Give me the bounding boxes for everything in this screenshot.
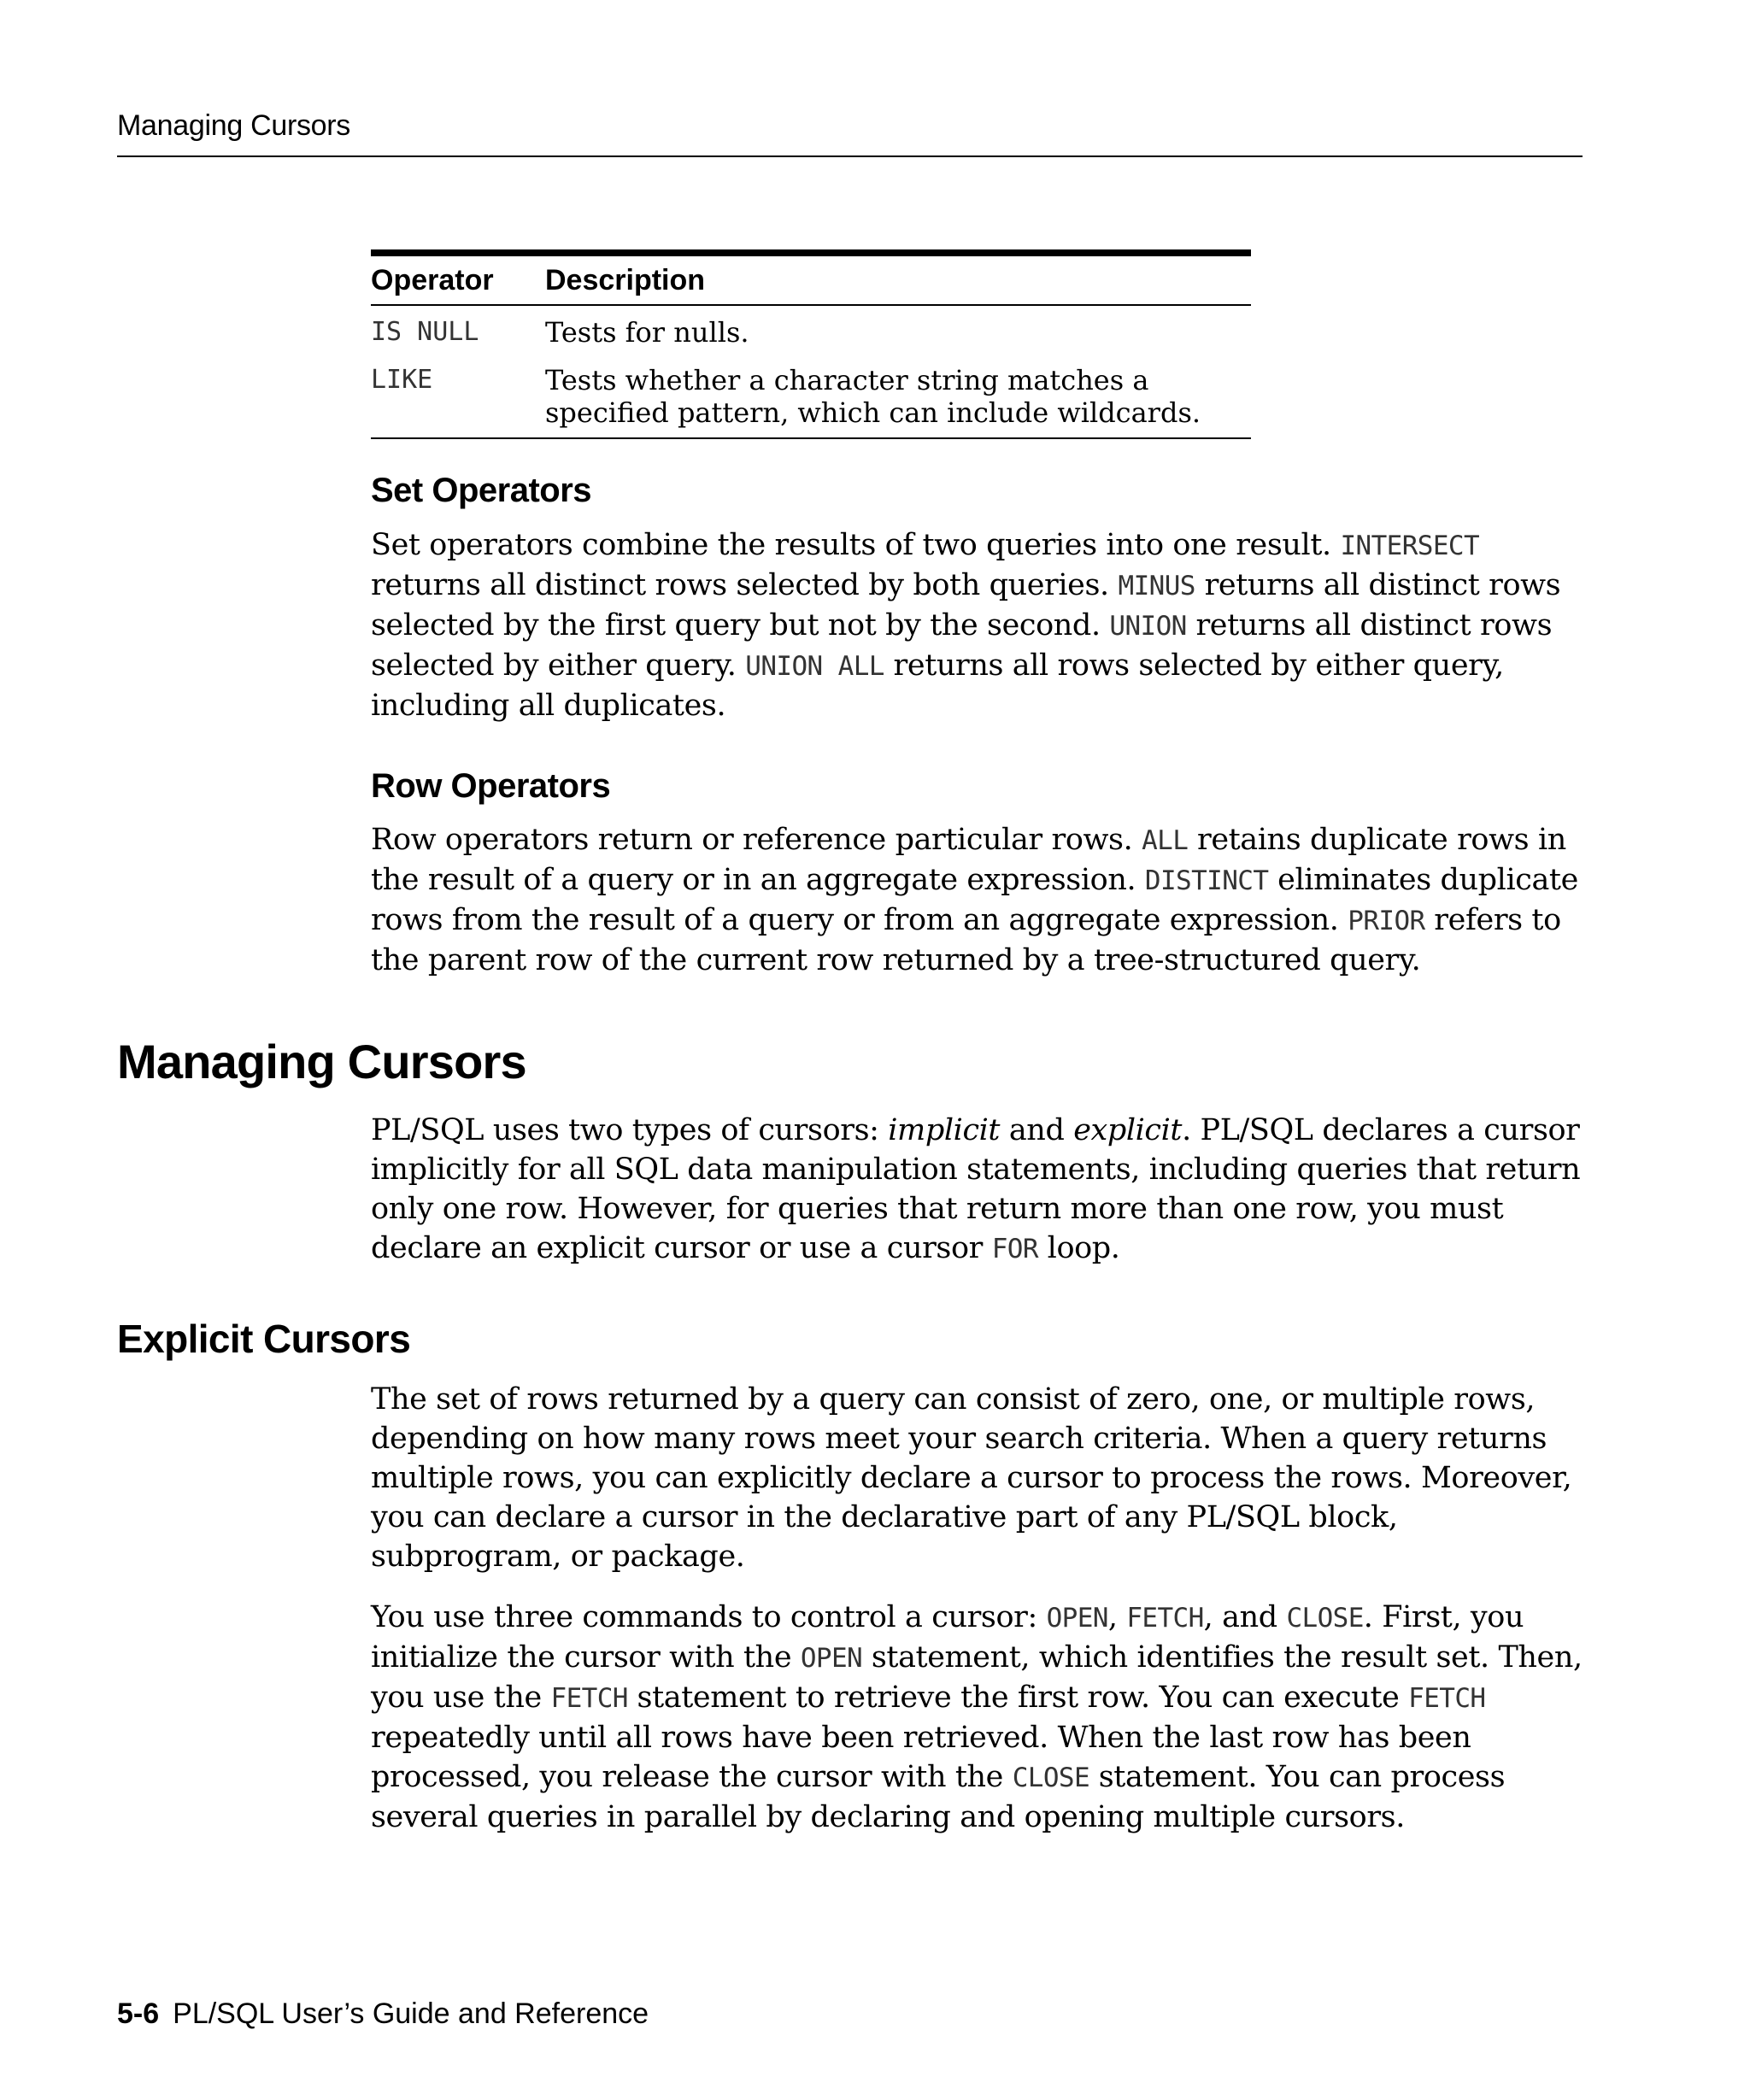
page-number: 5-6: [117, 1997, 160, 2030]
page-footer: [117, 1997, 649, 2031]
set-operators-paragraph: [371, 525, 1584, 725]
text-run: eliminates duplicate rows from the result of a query or from an aggregate expression.: [371, 863, 1578, 937]
text-run: . First, you initialize the cursor with the: [371, 1600, 1524, 1675]
text-run: ,: [1107, 1600, 1127, 1634]
code-close: CLOSE: [1286, 1603, 1364, 1634]
column-header-description: Description: [545, 253, 1251, 305]
code-union: UNION: [1109, 611, 1187, 642]
explicit-cursors-paragraph-2: [371, 1598, 1584, 1837]
row-operators-paragraph: [371, 820, 1584, 980]
text-run: refers to the parent row of the current row returned by a tree-structured query.: [371, 903, 1561, 977]
code-fetch: FETCH: [1408, 1683, 1486, 1714]
text-run: PL/SQL uses two types of cursors:: [371, 1113, 889, 1147]
text-run: You use three commands to control a cursor:: [371, 1600, 1047, 1634]
code-distinct: DISTINCT: [1144, 865, 1269, 896]
set-operators-heading: Set Operators: [371, 472, 592, 509]
text-run: statement. You can process several queries in parallel by declaring and opening multiple cursors.: [371, 1760, 1506, 1834]
text-run: returns all distinct rows selected by both queries.: [371, 568, 1119, 602]
code-close: CLOSE: [1012, 1763, 1090, 1793]
code-fetch: FETCH: [550, 1683, 628, 1714]
text-run: loop.: [1037, 1231, 1120, 1265]
managing-cursors-heading: Managing Cursors: [117, 1035, 526, 1088]
code-union-all: UNION ALL: [745, 651, 884, 682]
text-run: Set operators combine the results of two queries into one result.: [371, 528, 1341, 562]
code-prior: PRIOR: [1348, 906, 1425, 936]
explicit-cursors-heading: Explicit Cursors: [117, 1317, 411, 1361]
running-header: Managing Cursors: [117, 109, 350, 142]
managing-cursors-paragraph: [371, 1111, 1584, 1269]
code-for: FOR: [991, 1234, 1038, 1264]
text-run: returns all rows selected by either query, including all duplicates.: [371, 648, 1504, 723]
table-row: [371, 305, 1251, 354]
description-cell: Tests for nulls.: [545, 316, 749, 349]
text-run: statement, which identifies the result set. Then, you use the: [371, 1640, 1583, 1715]
code-open: OPEN: [800, 1643, 863, 1674]
text-run: returns all distinct rows selected by either query.: [371, 608, 1553, 683]
book-title: PL/SQL User’s Guide and Reference: [173, 1997, 649, 2030]
text-run: Row operators return or reference particular rows.: [371, 823, 1142, 857]
text-run: and: [1000, 1113, 1074, 1147]
explicit-cursors-paragraph-1: The set of rows returned by a query can consist of zero, one, or multiple rows, depending on how many rows meet your search criteria. When a query returns multiple rows, you can explicitly declare a cursor to process the rows. Moreover, you can declare a cursor in the declarative part of any PL/SQL block, subprogram, or package.: [371, 1382, 1572, 1574]
code-intersect: INTERSECT: [1340, 531, 1480, 561]
text-run: returns all distinct rows selected by the first query but not by the second.: [371, 568, 1561, 642]
text-run: repeatedly until all rows have been retrieved. When the last row has been processed, you release the cursor with the: [371, 1721, 1471, 1794]
text-run: , and: [1203, 1600, 1287, 1634]
text-run: statement to retrieve the first row. You can execute: [627, 1681, 1409, 1715]
table-header-row: [371, 253, 1251, 305]
row-operators-heading: Row Operators: [371, 767, 611, 805]
emphasis-explicit: explicit: [1073, 1113, 1183, 1147]
text-run: retains duplicate rows in the result of a query or in an aggregate expression.: [371, 823, 1566, 897]
header-rule: [117, 155, 1583, 157]
emphasis-implicit: implicit: [888, 1113, 1001, 1147]
text-run: . PL/SQL declares a cursor implicitly for all SQL data manipulation statements, including queries that return only one row. However, for queries that return more than one row, you must declare an explicit cursor or use a cursor: [371, 1113, 1581, 1265]
description-cell: Tests whether a character string matches a specified pattern, which can include wildcards.: [545, 354, 1251, 438]
code-fetch: FETCH: [1126, 1603, 1204, 1634]
code-open: OPEN: [1046, 1603, 1108, 1634]
operator-table: [371, 249, 1251, 439]
column-header-operator: Operator: [371, 253, 545, 305]
code-all: ALL: [1142, 825, 1189, 856]
operator-cell: LIKE: [371, 354, 545, 438]
code-minus: MINUS: [1118, 571, 1195, 601]
operator-cell: IS NULL: [371, 317, 479, 347]
table-row: [371, 354, 1251, 438]
